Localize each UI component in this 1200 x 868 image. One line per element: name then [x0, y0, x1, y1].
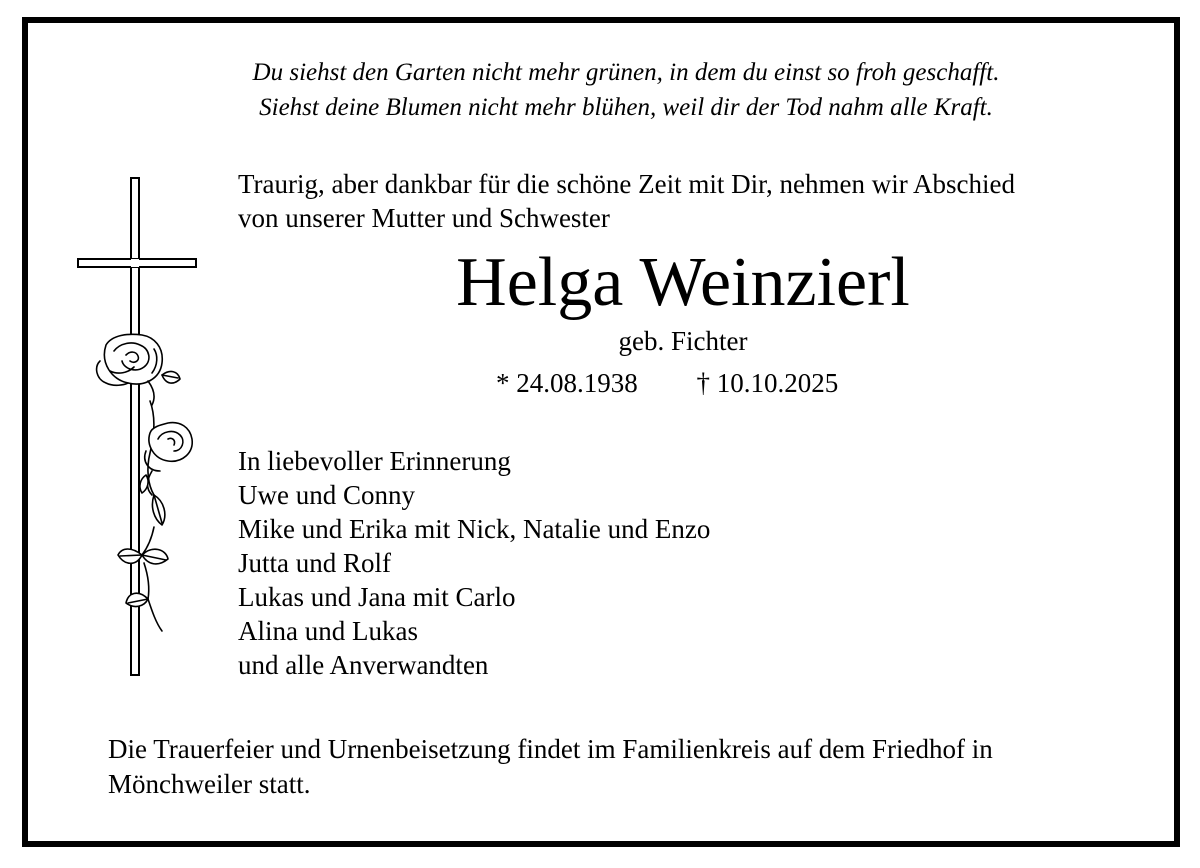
intro-line-1: Traurig, aber dankbar für die schöne Zeit mit Dir, nehmen wir Abschied [238, 169, 1015, 199]
death-date: † 10.10.2025 [696, 368, 839, 398]
life-dates [496, 366, 838, 400]
motto-line-1: Du siehst den Garten nicht mehr grünen, in dem du einst so froh geschafft. [252, 59, 1000, 86]
deceased-name: Helga Weinzierl [456, 244, 910, 321]
mourner-line: In liebevoller Erinnerung [238, 446, 511, 476]
mourner-line: Lukas und Jana mit Carlo [238, 582, 516, 612]
birth-date: * 24.08.1938 [496, 368, 638, 398]
mourner-line: Uwe und Conny [238, 480, 415, 510]
birth-name: geb. Fichter [618, 326, 748, 356]
mourner-line: und alle Anverwandten [238, 650, 489, 680]
mourners-list [238, 444, 710, 682]
intro-line-2: von unserer Mutter und Schwester [238, 203, 610, 233]
mourner-line: Mike und Erika mit Nick, Natalie und Enzo [238, 514, 711, 544]
motto-line-2: Siehst deine Blumen nicht mehr blühen, weil dir der Tod nahm alle Kraft. [259, 94, 993, 121]
funeral-notice-line-2: Mönchweiler statt. [108, 769, 311, 799]
mourner-line: Alina und Lukas [238, 616, 418, 646]
funeral-notice-line-1: Die Trauerfeier und Urnenbeisetzung findet im Familienkreis auf dem Friedhof in [108, 734, 993, 764]
mourner-line: Jutta und Rolf [238, 548, 391, 578]
cross-with-roses-icon [70, 175, 210, 680]
